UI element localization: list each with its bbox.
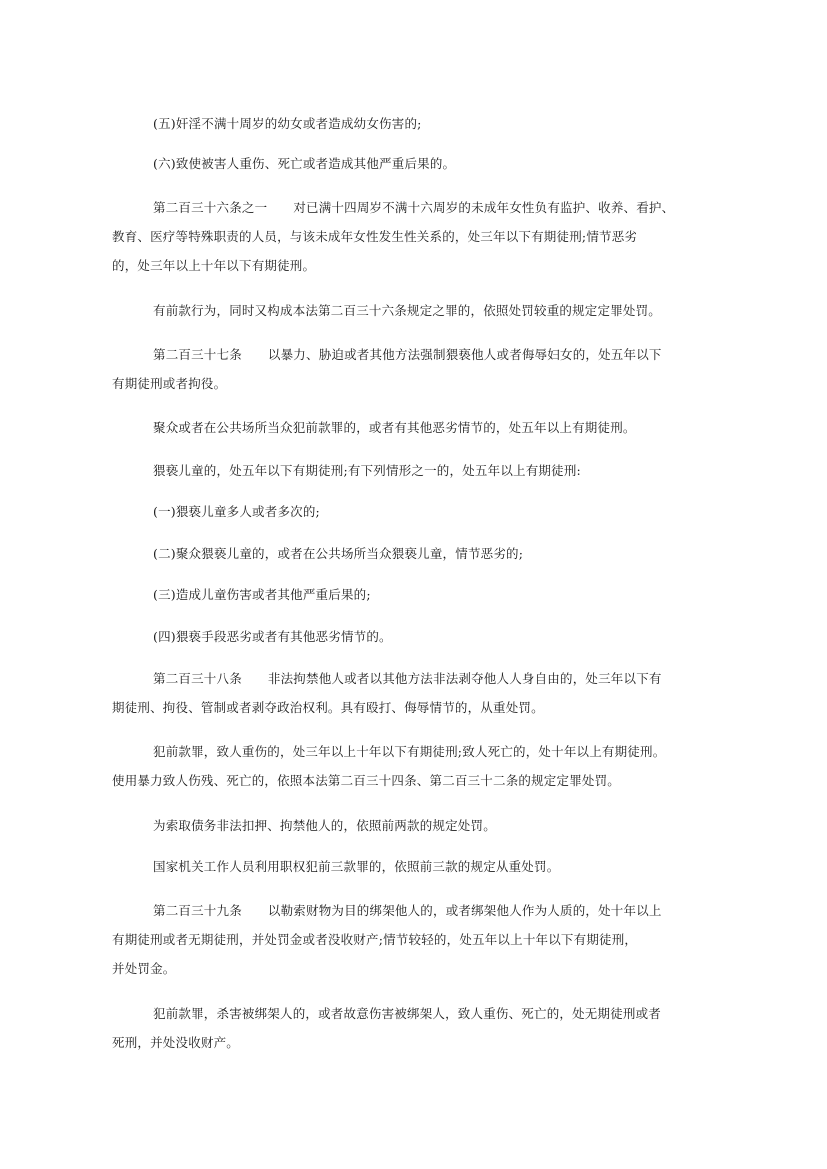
text-line: 聚众或者在公共场所当众犯前款罪的，或者有其他恶劣情节的，处五年以上有期徒刑。	[153, 420, 636, 435]
paragraph-clause-5	[112, 109, 712, 138]
text-line: (二)聚众猥亵儿童的，或者在公共场所当众猥亵儿童，情节恶劣的;	[153, 546, 524, 561]
text-line: 使用暴力致人伤残、死亡的，依照本法第二百三十四条、第二百三十二条的规定定罪处罚。	[112, 773, 621, 788]
text-line: (五)奸淫不满十周岁的幼女或者造成幼女伤害的;	[153, 116, 422, 131]
text-line: 犯前款罪，致人重伤的，处三年以上十年以下有期徒刑;致人死亡的，处十年以上有期徒刑。	[153, 744, 666, 759]
text-line: 以暴力、胁迫或者其他方法强制猥亵他人或者侮辱妇女的，处五年以下	[267, 347, 662, 362]
text-line: (一)猥亵儿童多人或者多次的;	[153, 504, 320, 519]
text-line: 为索取债务非法扣押、拘禁他人的，依照前两款的规定处罚。	[153, 818, 496, 833]
text-line: 对已满十四周岁不满十六周岁的未成年女性负有监护、收养、看护、	[293, 200, 675, 215]
paragraph	[112, 737, 712, 795]
paragraph-item-4	[112, 622, 712, 651]
text-line: 以勒索财物为目的绑架他人的，或者绑架他人作为人质的，处十年以上	[267, 903, 662, 918]
text-line: (四)猥亵手段恶劣或者有其他恶劣情节的。	[153, 629, 392, 644]
paragraph-article-236-1	[112, 193, 712, 280]
paragraph	[112, 852, 712, 881]
text-line: (六)致使被害人重伤、死亡或者造成其他严重后果的。	[153, 156, 456, 171]
text-line: 有期徒刑或者无期徒刑，并处罚金或者没收财产;情节较轻的，处五年以上十年以下有期徒刑，	[112, 932, 638, 947]
paragraph	[112, 456, 712, 485]
article-number: 第二百三十八条	[153, 671, 242, 686]
paragraph-item-2	[112, 539, 712, 568]
article-number: 第二百三十七条	[153, 347, 242, 362]
text-line: 的，处三年以上十年以下有期徒刑。	[112, 258, 316, 273]
paragraph	[112, 296, 712, 325]
paragraph-item-3	[112, 580, 712, 609]
paragraph	[112, 999, 712, 1057]
paragraph	[112, 811, 712, 840]
text-line: 有期徒刑或者拘役。	[112, 376, 227, 391]
text-line: 非法拘禁他人或者以其他方法非法剥夺他人人身自由的，处三年以下有	[267, 671, 662, 686]
paragraph-clause-6	[112, 149, 712, 178]
text-line: 犯前款罪，杀害被绑架人的，或者故意伤害被绑架人，致人重伤、死亡的，处无期徒刑或者	[153, 1006, 662, 1021]
text-line: 并处罚金。	[112, 961, 176, 976]
text-line: 国家机关工作人员利用职权犯前三款罪的，依照前三款的规定从重处罚。	[153, 859, 560, 874]
text-line: 死刑，并处没收财产。	[112, 1035, 240, 1050]
text-line: 有前款行为，同时又构成本法第二百三十六条规定之罪的，依照处罚较重的规定定罪处罚。	[153, 303, 662, 318]
paragraph-article-237	[112, 340, 712, 398]
text-line: 猥亵儿童的，处五年以下有期徒刑;有下列情形之一的，处五年以上有期徒刑:	[153, 463, 581, 478]
article-number: 第二百三十九条	[153, 903, 242, 918]
paragraph	[112, 413, 712, 442]
text-line: 期徒刑、拘役、管制或者剥夺政治权利。具有殴打、侮辱情节的，从重处罚。	[112, 700, 544, 715]
paragraph-item-1	[112, 497, 712, 526]
article-number: 第二百三十六条之一	[153, 200, 268, 215]
paragraph-article-238	[112, 664, 712, 722]
text-line: 教育、医疗等特殊职责的人员，与该未成年女性发生性关系的，处三年以下有期徒刑;情节恶劣	[112, 229, 638, 244]
text-line: (三)造成儿童伤害或者其他严重后果的;	[153, 587, 371, 602]
paragraph-article-239	[112, 896, 712, 983]
